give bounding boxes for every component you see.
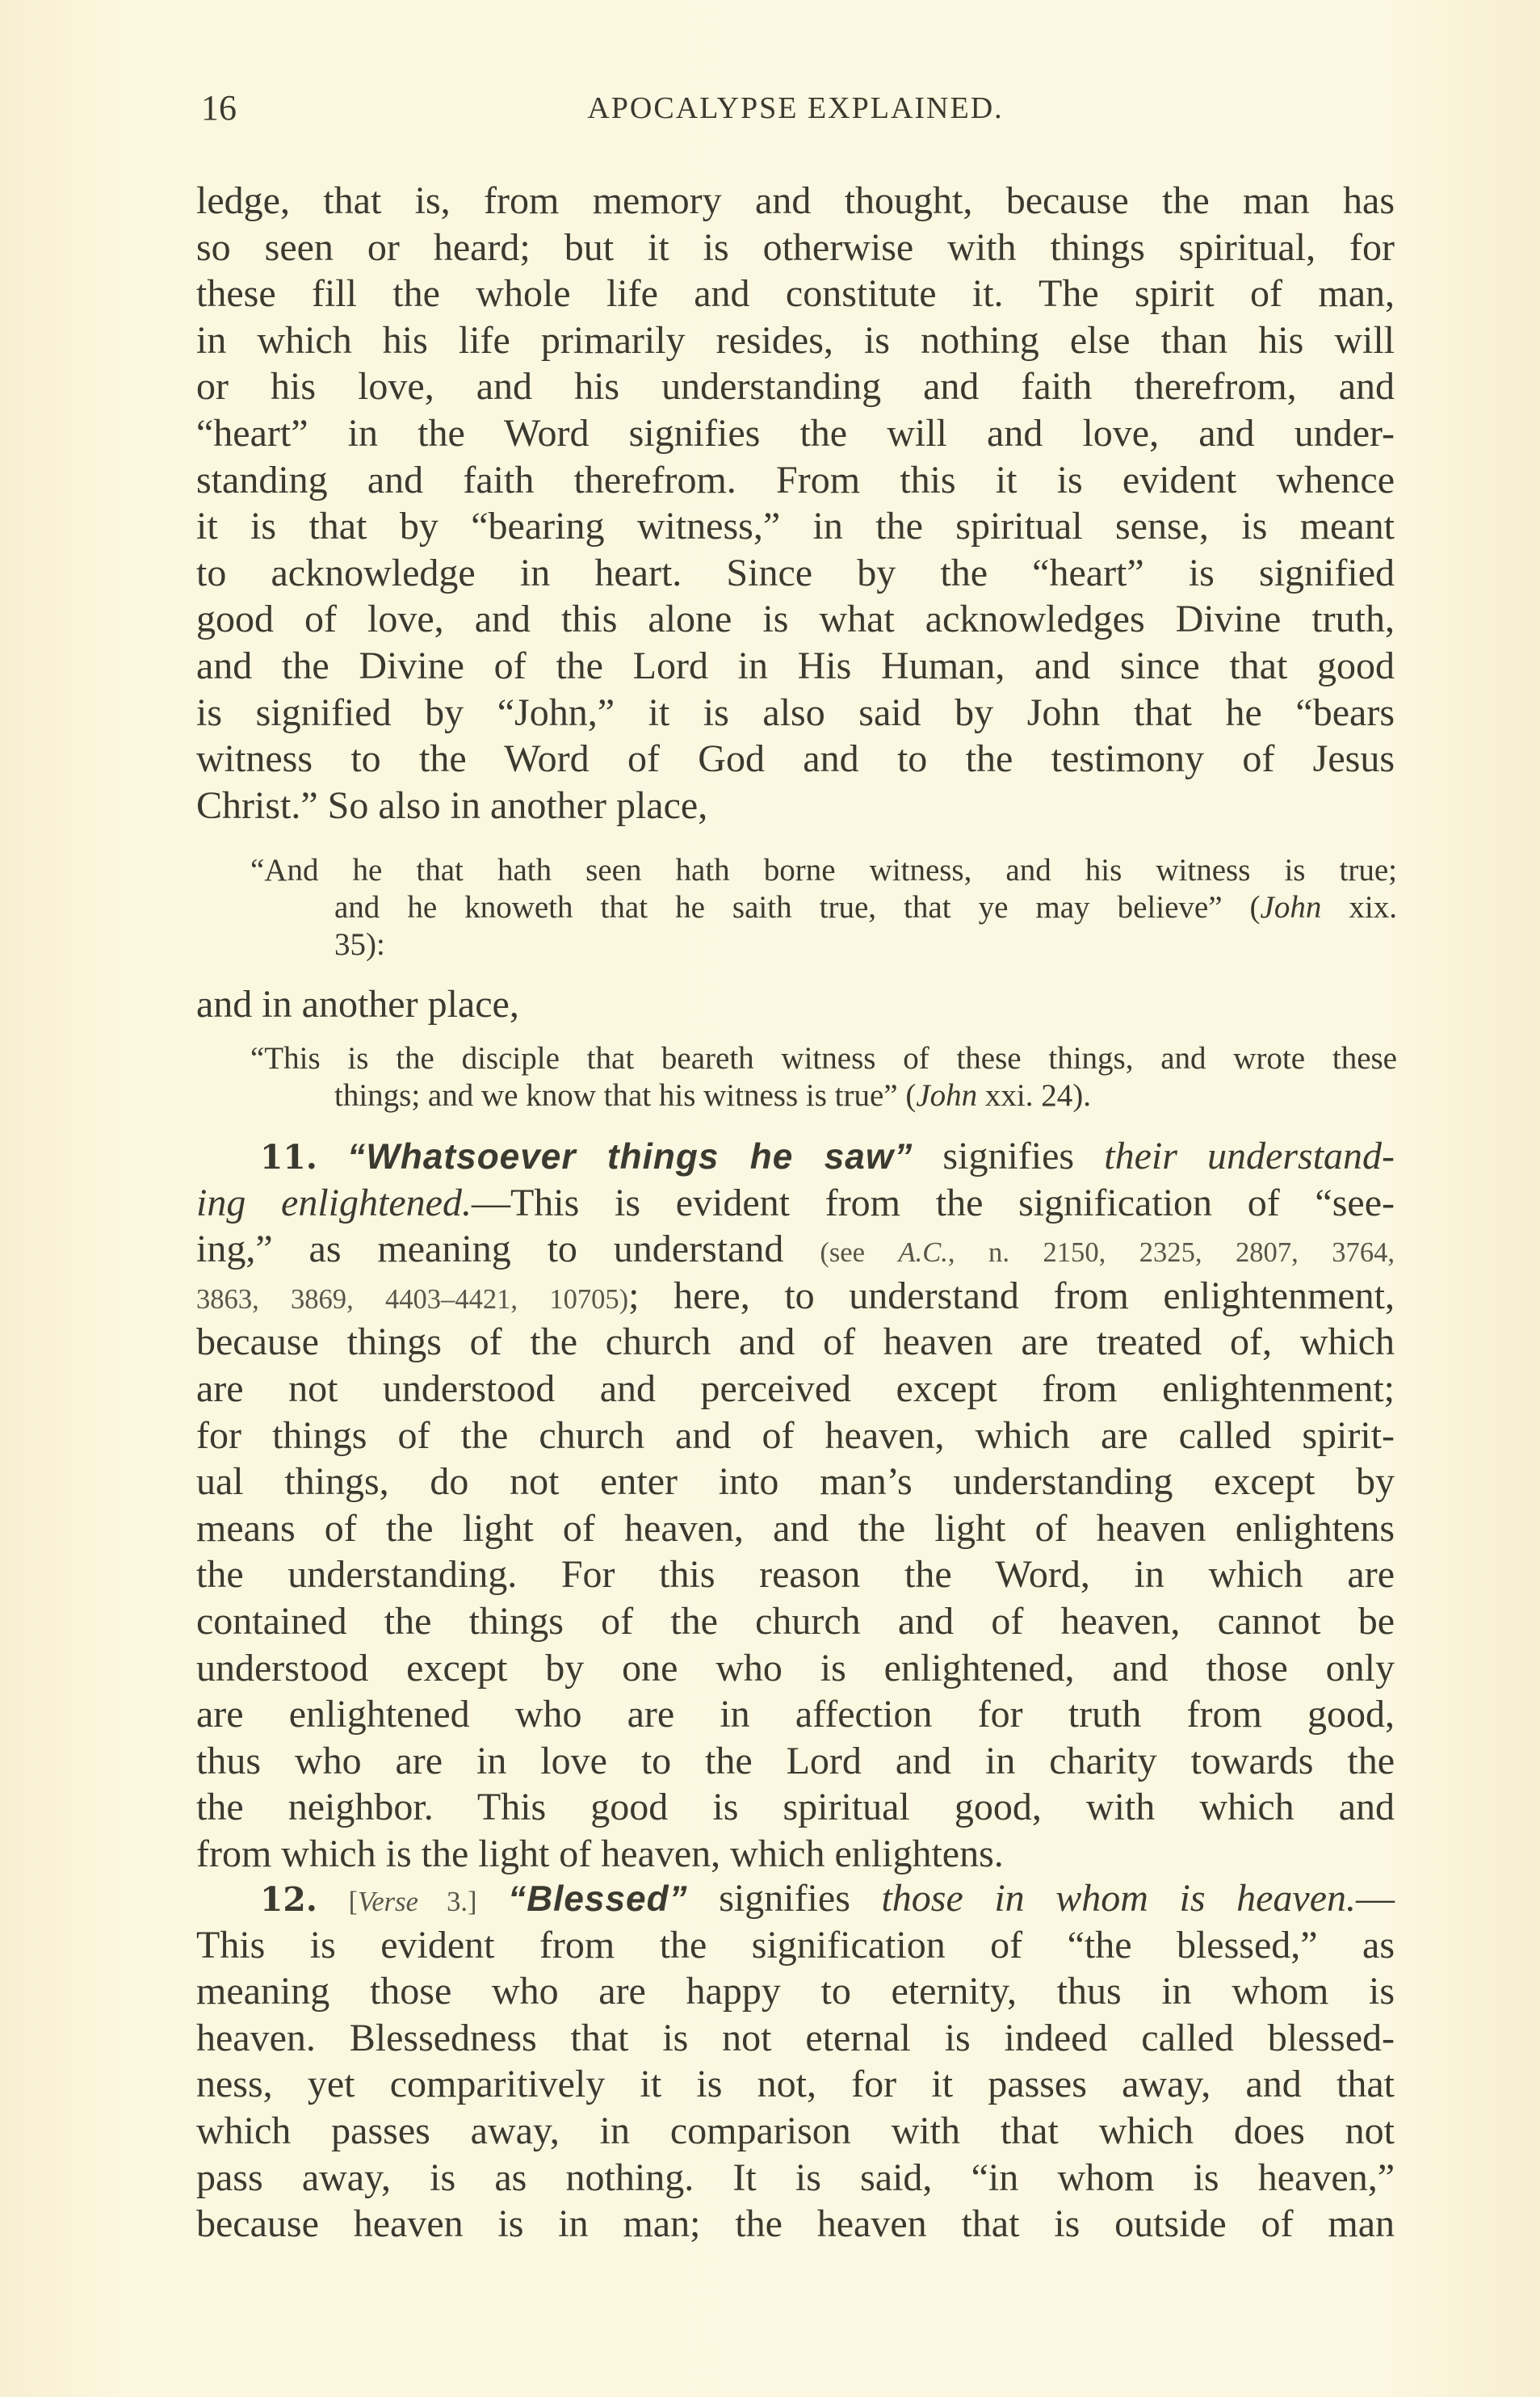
text-run	[477, 1877, 509, 1920]
text-run: are enlightened who are in affection for truth from good,	[196, 1693, 1395, 1736]
text-run: —	[1356, 1877, 1395, 1920]
text-line	[196, 2201, 1395, 2248]
text-line	[196, 178, 1395, 225]
text-line	[196, 2061, 1395, 2108]
text-line	[196, 550, 1395, 597]
reference-text: [	[348, 1887, 359, 1917]
text-run: Christ.” So also in another place,	[196, 783, 708, 827]
text-run: —This is evident from the signification of “see-	[471, 1181, 1395, 1224]
text-line	[196, 596, 1395, 643]
text-run: signifies	[913, 1135, 1105, 1178]
text-run	[317, 1877, 349, 1920]
text-run: witness to the Word of God and to the testimony of Jesus	[196, 737, 1395, 781]
reference-text: Verse	[358, 1887, 418, 1917]
text-run: and in another place,	[196, 983, 519, 1026]
paragraph	[196, 981, 1395, 1028]
text-line	[196, 2155, 1395, 2202]
text-run: standing and faith therefrom. From this it is evident whence	[196, 458, 1395, 502]
text-run: things; and we know that his witness is true” (	[334, 1078, 917, 1113]
text-run: because things of the church and of heaven are treated of, which	[196, 1320, 1395, 1364]
text-line	[196, 1645, 1395, 1692]
text-line	[196, 2108, 1395, 2155]
text-line	[196, 1366, 1395, 1413]
text-run: heaven. Blessedness that is not eternal is indeed called blessed-	[196, 2016, 1395, 2059]
text-run: xix.	[1321, 890, 1397, 925]
text-run: are not understood and perceived except from enlightenment;	[196, 1366, 1395, 1410]
text-line	[196, 1831, 1395, 1878]
text-line	[196, 1691, 1395, 1738]
text-run: and he knoweth that he saith true, that ye may believe” (	[334, 890, 1261, 925]
text-run: contained the things of the church and of heaven, cannot be	[196, 1599, 1395, 1643]
text-line	[196, 363, 1395, 410]
text-line	[196, 457, 1395, 504]
text-line	[196, 317, 1395, 364]
text-line	[196, 1598, 1395, 1645]
text-line	[196, 503, 1395, 550]
text-line	[196, 1413, 1395, 1459]
reference-text: 3863, 3869, 4403–4421, 10705)	[196, 1283, 629, 1315]
text-run: good of love, and this alone is what acknowledges Divine truth,	[196, 598, 1395, 641]
text-line	[196, 1459, 1395, 1505]
text-run: and the Divine of the Lord in His Human, and since that good	[196, 644, 1395, 687]
running-header	[196, 87, 1395, 129]
text-line	[196, 1319, 1395, 1366]
text-line	[250, 852, 1397, 889]
paragraph	[196, 1875, 1395, 2248]
section-number: 11.	[260, 1138, 317, 1177]
text-line	[196, 1875, 1395, 1922]
text-line	[196, 410, 1395, 457]
italic-text: John	[916, 1078, 978, 1113]
text-run: means of the light of heaven, and the light of heaven enlightens	[196, 1506, 1395, 1550]
text-line	[196, 1922, 1395, 1969]
reference-text: (see	[820, 1237, 899, 1269]
quoted-phrase: “Blessed”	[508, 1879, 688, 1919]
paragraph	[196, 178, 1395, 829]
text-line	[196, 1226, 1395, 1273]
text-run: “And he that hath seen hath borne witness, and his witness is true;	[250, 853, 1397, 888]
text-run: xxi. 24).	[977, 1078, 1091, 1113]
italic-text: John	[1260, 890, 1322, 925]
text-run: from which is the light of heaven, which enlightens.	[196, 1832, 1004, 1875]
text-line	[196, 1551, 1395, 1598]
text-line	[196, 1738, 1395, 1785]
text-run: 35):	[334, 927, 385, 962]
page-number: 16	[201, 88, 237, 128]
reference-text: A.C.	[898, 1237, 948, 1269]
block-quote	[250, 852, 1397, 963]
text-run: meaning those who are happy to eternity, thus in whom is	[196, 1970, 1395, 2013]
text-run: so seen or heard; but it is otherwise with things spiritual, for	[196, 225, 1395, 269]
text-run: “heart” in the Word signifies the will and love, and under-	[196, 411, 1395, 455]
text-run: This is evident from the signification of “the blessed,” as	[196, 1923, 1395, 1967]
italic-text: ing enlightened.	[196, 1181, 472, 1224]
text-line	[250, 1040, 1397, 1077]
text-run: ledge, that is, from memory and thought, because the man has	[196, 179, 1395, 222]
text-line	[196, 1273, 1395, 1320]
text-run: for things of the church and of heaven, which are called spirit-	[196, 1413, 1395, 1457]
text-run: the understanding. For this reason the Word, in which are	[196, 1553, 1395, 1597]
text-run: to acknowledge in heart. Since by the “heart” is signified	[196, 551, 1395, 594]
text-line	[334, 889, 1397, 926]
paragraph	[196, 1133, 1395, 1878]
block-quote	[250, 1040, 1397, 1115]
text-run: “This is the disciple that beareth witness of these things, and wrote these	[250, 1041, 1397, 1076]
text-line	[196, 271, 1395, 317]
text-run: pass away, is as nothing. It is said, “in whom is heaven,”	[196, 2156, 1395, 2199]
text-run: which passes away, in comparison with that which does not	[196, 2109, 1395, 2152]
text-run: it is that by “bearing witness,” in the spiritual sense, is meant	[196, 505, 1395, 548]
text-line	[196, 1968, 1395, 2015]
quoted-phrase: “Whatsoever things he saw”	[347, 1137, 913, 1177]
text-line	[196, 1505, 1395, 1552]
text-run: thus who are in love to the Lord and in charity towards the	[196, 1739, 1395, 1782]
text-run: is signified by “John,” it is also said by John that he “bears	[196, 691, 1395, 734]
section-number: 12.	[260, 1880, 317, 1919]
italic-text: those in whom is heaven.	[881, 1877, 1357, 1920]
text-line	[334, 926, 1397, 963]
running-title: APOCALYPSE EXPLAINED.	[587, 91, 1004, 125]
italic-text: their understand-	[1104, 1135, 1395, 1178]
text-run: ing,” as meaning to understand	[196, 1228, 820, 1271]
text-line	[196, 1180, 1395, 1227]
text-run: because heaven is in man; the heaven that is outside of man	[196, 2202, 1395, 2246]
text-run: signifies	[687, 1877, 882, 1920]
text-run: or his love, and his understanding and faith therefrom, and	[196, 365, 1395, 409]
text-line	[196, 690, 1395, 737]
text-run: ness, yet comparitively it is not, for it passes away, and that	[196, 2063, 1395, 2106]
text-run: ; here, to understand from enlightenment,	[628, 1274, 1395, 1317]
text-line	[196, 736, 1395, 783]
text-run: ual things, do not enter into man’s understanding except by	[196, 1460, 1395, 1504]
text-line	[196, 783, 1395, 829]
text-line	[196, 2015, 1395, 2062]
text-line	[196, 643, 1395, 690]
text-run: in which his life primarily resides, is nothing else than his will	[196, 318, 1395, 362]
text-run: the neighbor. This good is spiritual good, with which and	[196, 1786, 1395, 1829]
reference-text: , n. 2150, 2325, 2807, 3764,	[947, 1237, 1395, 1269]
text-run: understood except by one who is enlightened, and those only	[196, 1646, 1395, 1690]
text-run: these fill the whole life and constitute it. The spirit of man,	[196, 272, 1395, 316]
text-run	[317, 1135, 347, 1178]
text-line	[334, 1077, 1397, 1115]
text-line	[196, 981, 1395, 1028]
reference-text: 3.]	[418, 1887, 477, 1917]
text-line	[196, 1784, 1395, 1831]
text-line	[196, 1133, 1395, 1180]
text-line	[196, 225, 1395, 271]
